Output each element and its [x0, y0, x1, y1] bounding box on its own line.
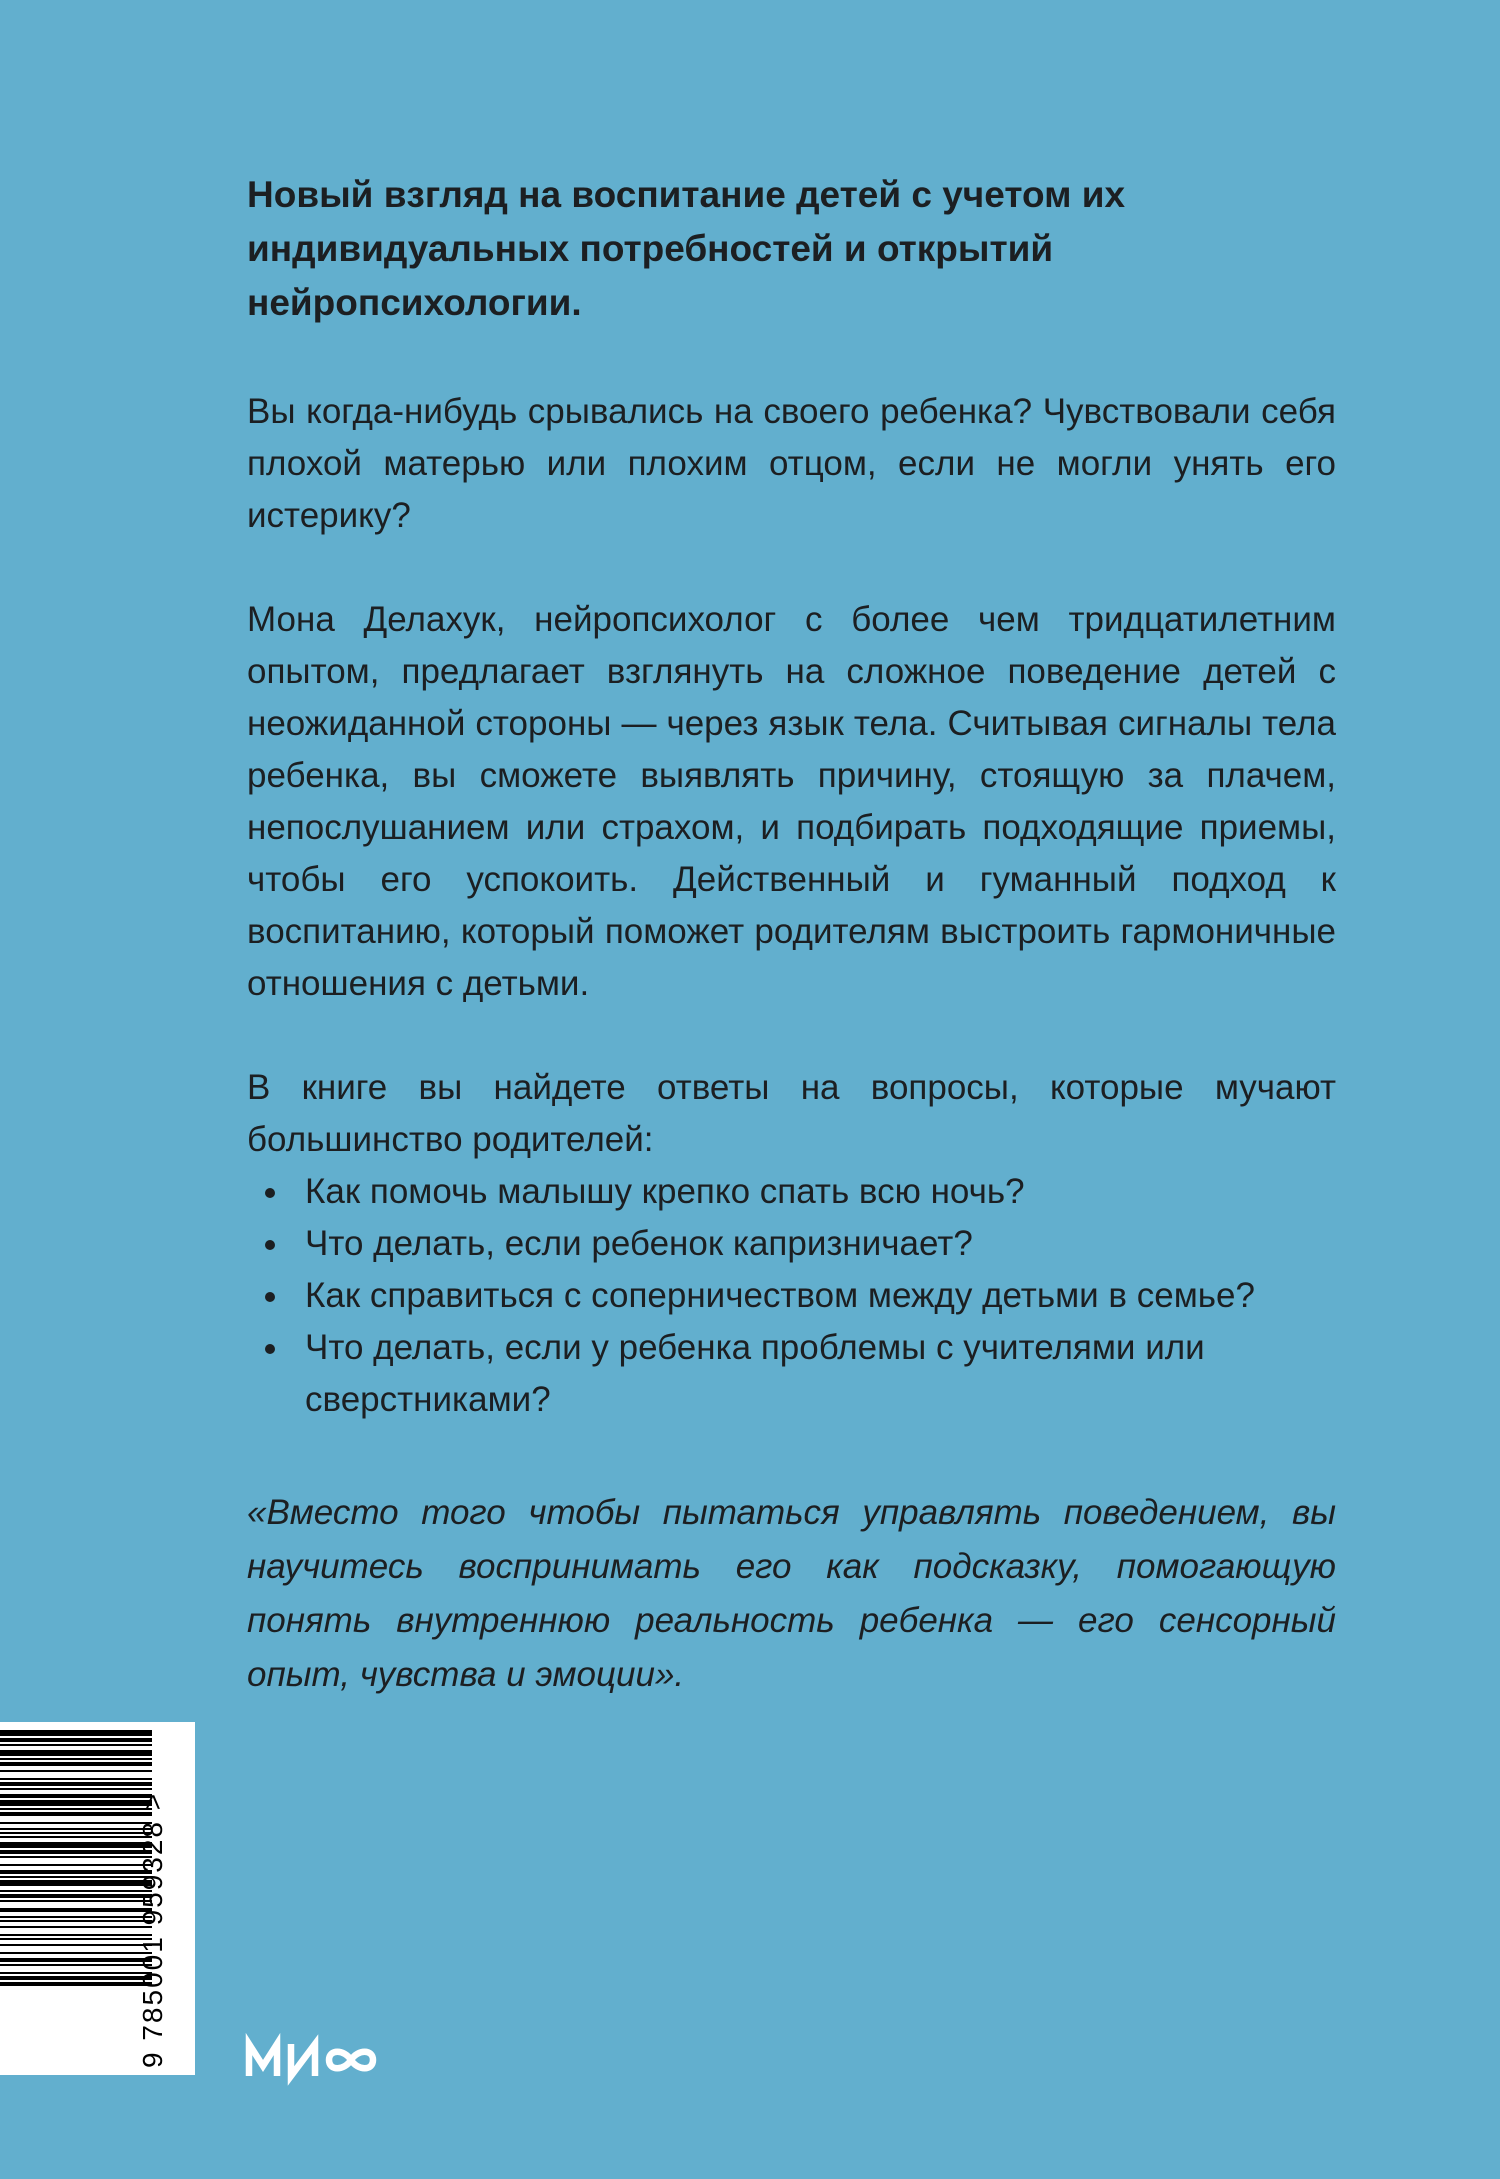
barcode-bar: [0, 1876, 152, 1878]
barcode-bar: [0, 1744, 152, 1746]
barcode-bar: [0, 1758, 152, 1760]
isbn-barcode: [0, 1722, 195, 2075]
barcode-bar: [0, 1890, 152, 1892]
barcode-bar: [0, 1976, 152, 1980]
barcode-bar: [0, 1842, 152, 1848]
barcode-bar: [0, 1828, 152, 1830]
barcode-bar: [0, 1880, 152, 1886]
lead-text: Новый взгляд на воспитание детей с учетом их индивидуальных потребностей и открытий нейропсихологии.: [247, 174, 1126, 323]
barcode-bar: [0, 1900, 152, 1902]
barcode-bar: [0, 1870, 152, 1874]
barcode-bar: [0, 1894, 152, 1898]
barcode-bar: [0, 1750, 152, 1756]
barcode-bar: [0, 1920, 152, 1922]
list-item: Что делать, если у ребенка проблемы с учителями или сверстниками?: [297, 1322, 1336, 1426]
cover-text-block: [247, 168, 1336, 1702]
barcode-bar: [0, 1958, 152, 1962]
barcode-bar: [0, 1770, 152, 1772]
barcode-bar: [0, 1856, 152, 1858]
barcode-bar: [0, 1782, 152, 1786]
list-item: Что делать, если ребенок капризничает?: [297, 1218, 1336, 1270]
barcode-bar: [0, 1964, 152, 1966]
barcode-bar: [0, 1822, 152, 1824]
questions-list: [247, 1166, 1336, 1426]
barcode-bar: [0, 1778, 152, 1780]
barcode-bar: [0, 1836, 152, 1838]
quote-text: «Вместо того чтобы пытаться управлять поведением, вы научитесь воспринимать его как подсказку, помогающую понять внутреннюю реальность ребенка — его сенсорный опыт, чувства и эмоции».: [247, 1493, 1336, 1694]
barcode-bar: [0, 1864, 152, 1866]
barcode-bar: [0, 1916, 152, 1918]
barcode-bar: [0, 1938, 152, 1940]
barcode-bar: [0, 1730, 152, 1736]
barcode-bar: [0, 1972, 152, 1974]
barcode-bar: [0, 1944, 152, 1946]
barcode-number: 9 785001 959328 >: [137, 1791, 168, 2068]
barcode-bar: [0, 1982, 152, 1986]
barcode-bar: [0, 1738, 152, 1742]
barcode-bar: [0, 1800, 152, 1806]
description-paragraph: Мона Делахук, нейропсихолог с более чем тридцатилетним опытом, предлагает взглянуть на сложное поведение детей с неожиданной стороны — через язык тела. Считывая сигналы тела ребенка, вы сможете выявлять причину, стоящую за плачем, непослушанием или страхом, и подбирать подходящие приемы, чтобы его успокоить. Действенный и гуманный подход к воспитанию, который поможет родителям выстроить гармоничные отношения с детьми.: [247, 600, 1336, 1003]
barcode-bar: [0, 1812, 152, 1816]
barcode-graphic: [0, 1722, 195, 2075]
barcode-bar: [0, 1850, 152, 1854]
intro-paragraph: Вы когда-нибудь срывались на своего ребенка? Чувствовали себя плохой матерью или плохим отцом, если не могли унять его истерику?: [247, 392, 1336, 535]
list-item: Как справиться с соперничеством между детьми в семье?: [297, 1270, 1336, 1322]
barcode-bar: [0, 1788, 152, 1790]
barcode-bar: [0, 1762, 152, 1766]
barcode-bar: [0, 1794, 152, 1798]
publisher-logo: [245, 2022, 385, 2092]
barcode-bar: [0, 1934, 152, 1936]
barcode-bar: [0, 1952, 152, 1954]
barcode-bar: [0, 1908, 152, 1912]
barcode-bar: [0, 1926, 152, 1928]
barcode-bar: [0, 1832, 152, 1834]
barcode-bar: [0, 1808, 152, 1810]
list-item: Как помочь малышу крепко спать всю ночь?: [297, 1166, 1336, 1218]
questions-intro: В книге вы найдете ответы на вопросы, которые мучают большинство родителей:: [247, 1068, 1336, 1159]
